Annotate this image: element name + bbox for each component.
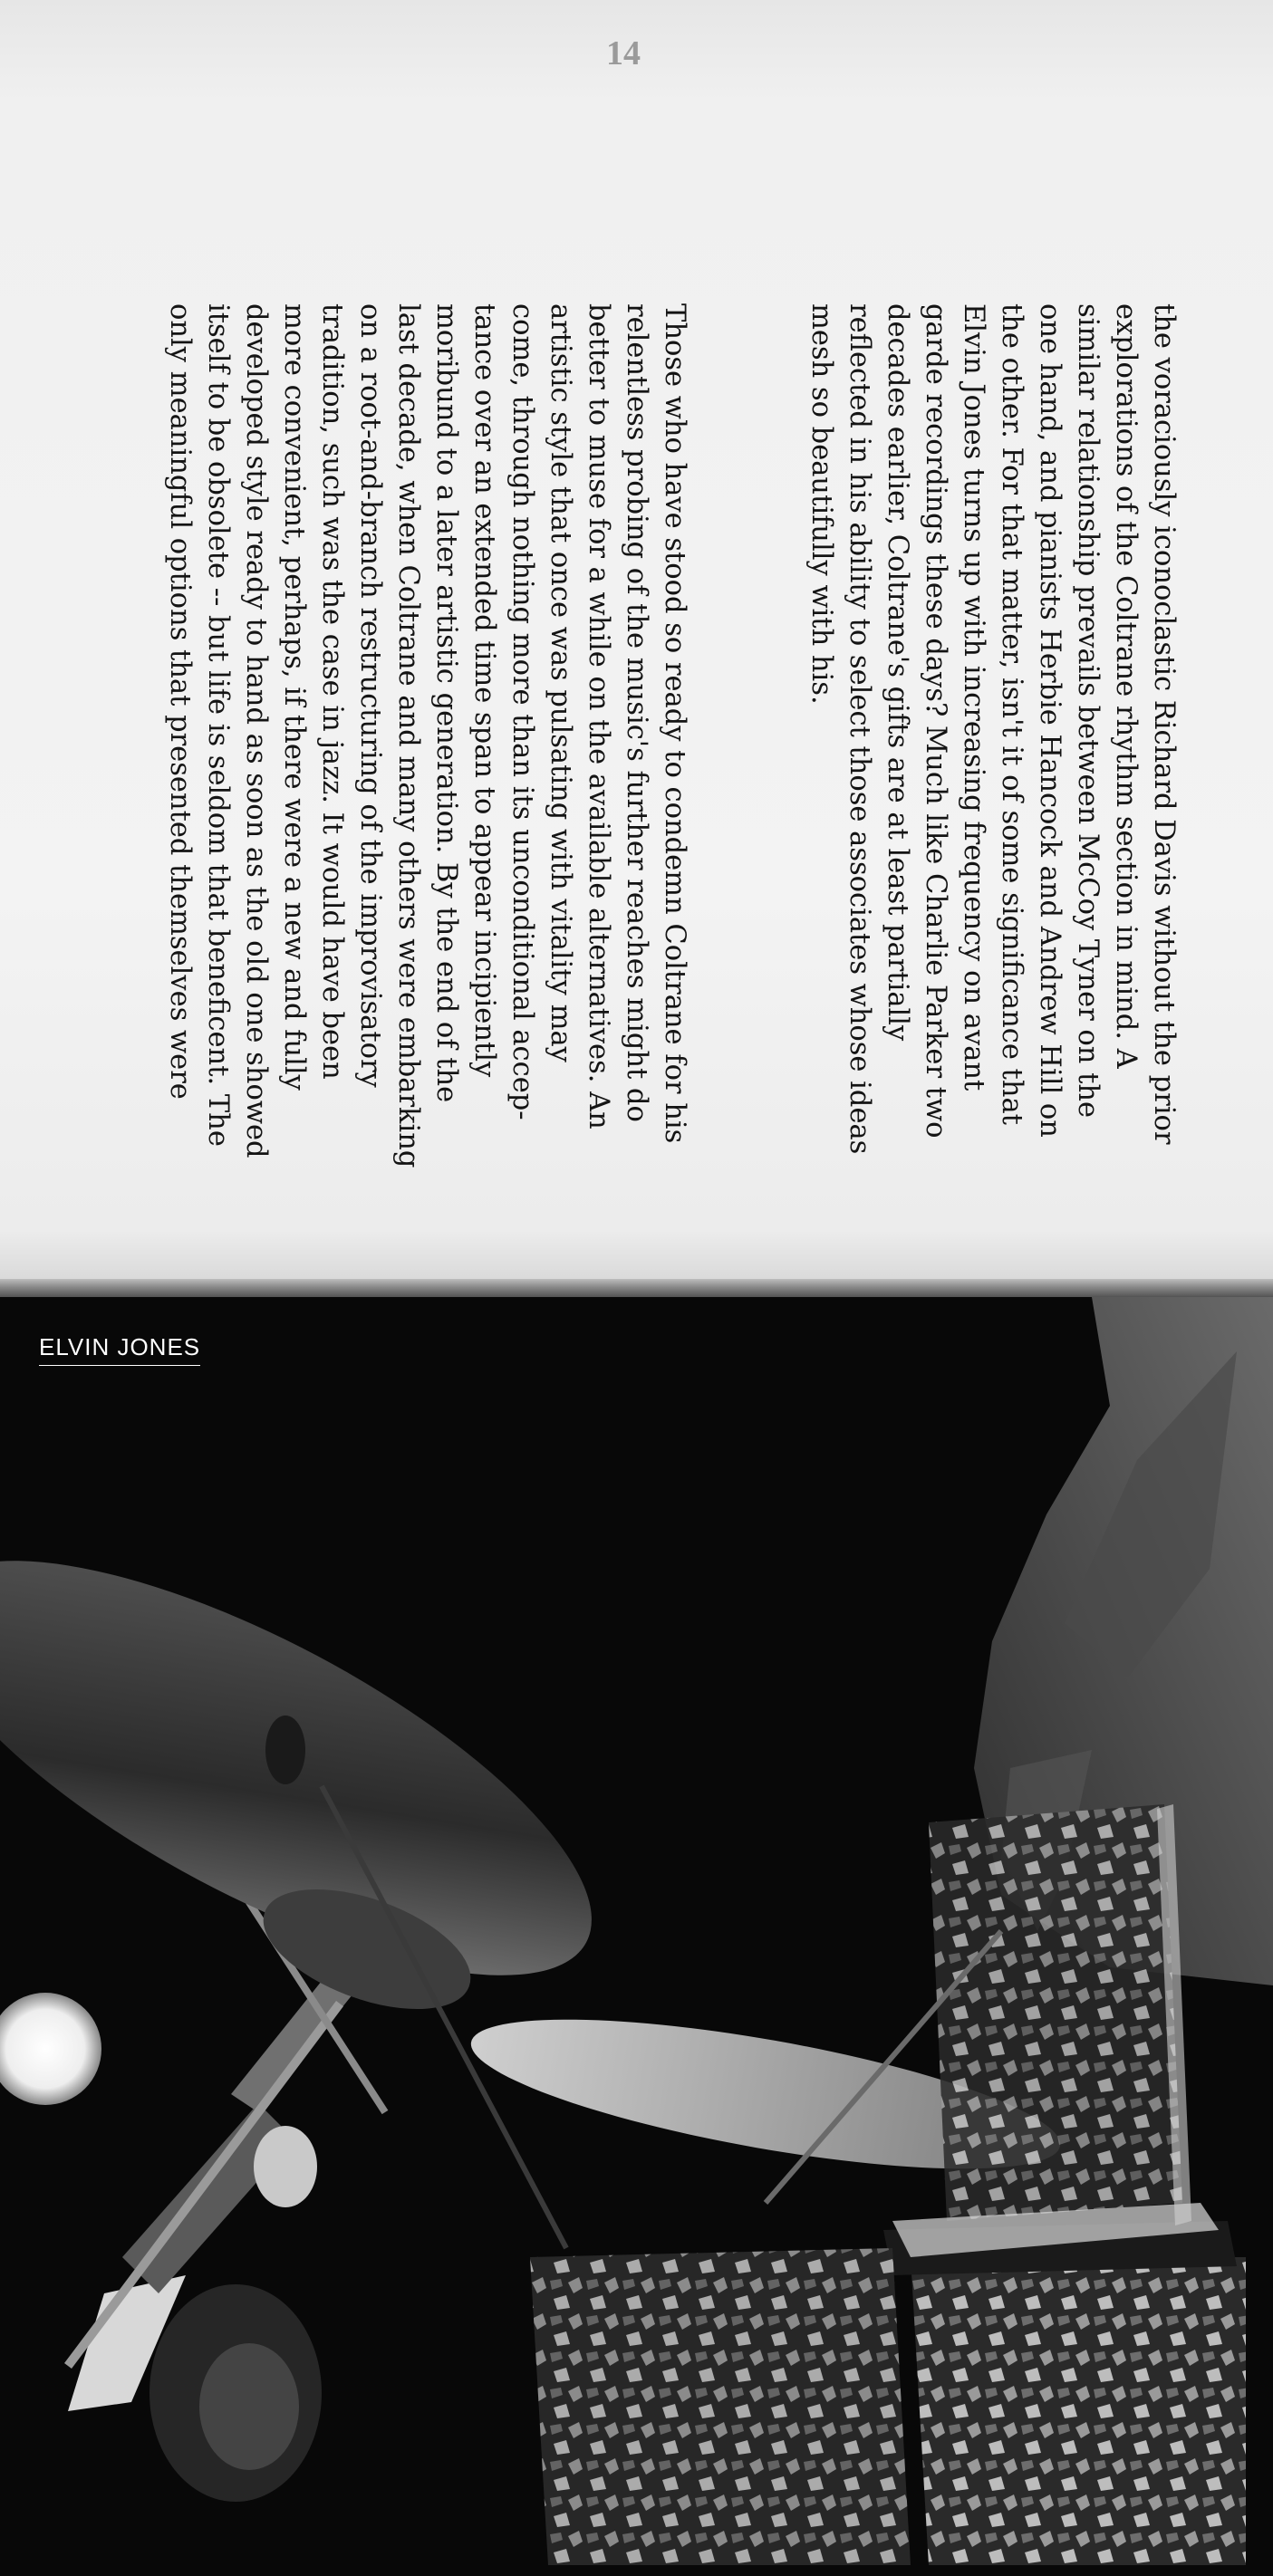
text-line: come, through nothing more than its unconditional accep- — [506, 303, 538, 1120]
drum-shell — [911, 2257, 1246, 2565]
text-line: moribund to a later artistic generation. By the end of the — [430, 303, 462, 1103]
text-line: explorations of the Coltrane rhythm section in mind. A — [1110, 303, 1142, 1069]
text-line: itself to be obsolete -- but life is seldom that beneficent. The — [202, 303, 234, 1147]
text-line: decades earlier, Coltrane's gifts are at least partially — [882, 303, 913, 1042]
page-gutter — [0, 1279, 1273, 1299]
paragraph-1 — [802, 303, 1182, 1154]
text-line: tradition, such was the case in jazz. It would have been — [316, 303, 348, 1080]
text-line: artistic style that once was pulsating with vitality may — [545, 303, 576, 1062]
text-line: similar relationship prevails between McCoy Tyner on the — [1072, 303, 1104, 1119]
text-line: garde recordings these days? Much like Charlie Parker two — [920, 303, 951, 1139]
text-line: the voraciously iconoclastic Richard Davis without the prior — [1148, 303, 1180, 1145]
text-line: Those who have stood so ready to condemn Coltrane for his — [659, 303, 690, 1144]
text-line: on a root-and-branch restructuring of the improvisatory — [354, 303, 386, 1088]
text-line: only meaningful options that presented themselves were — [164, 303, 196, 1100]
text-line: Elvin Jones turns up with increasing frequency on avant — [958, 303, 989, 1091]
text-line: developed style ready to hand as soon as the old one showed — [240, 303, 272, 1158]
text-page — [0, 0, 1273, 1282]
drummer-photo — [0, 1297, 1273, 2576]
text-line: tance over an extended time span to appear incipiently — [468, 303, 500, 1078]
photo-caption: ELVIN JONES — [39, 1333, 200, 1366]
text-line: mesh so beautifully with his. — [805, 303, 837, 705]
text-line: one hand, and pianists Herbie Hancock and Andrew Hill on — [1034, 303, 1066, 1138]
text-line: better to muse for a while on the available alternatives. An — [583, 303, 614, 1129]
drum-shell — [530, 2248, 911, 2565]
text-line: relentless probing of the music's further reaches might do — [621, 303, 652, 1122]
page-number: 14 — [606, 34, 641, 72]
drum-shell — [929, 1804, 1182, 2221]
photo-page — [0, 1297, 1273, 2576]
text-line: last decade, when Coltrane and many others were embarking — [392, 303, 424, 1168]
text-line: reflected in his ability to select those associates whose ideas — [844, 303, 875, 1155]
paragraph-2 — [160, 303, 693, 1168]
text-line: the other. For that matter, isn't it of some significance that — [996, 303, 1027, 1125]
text-line: more convenient, perhaps, if there were a new and fully — [278, 303, 310, 1091]
